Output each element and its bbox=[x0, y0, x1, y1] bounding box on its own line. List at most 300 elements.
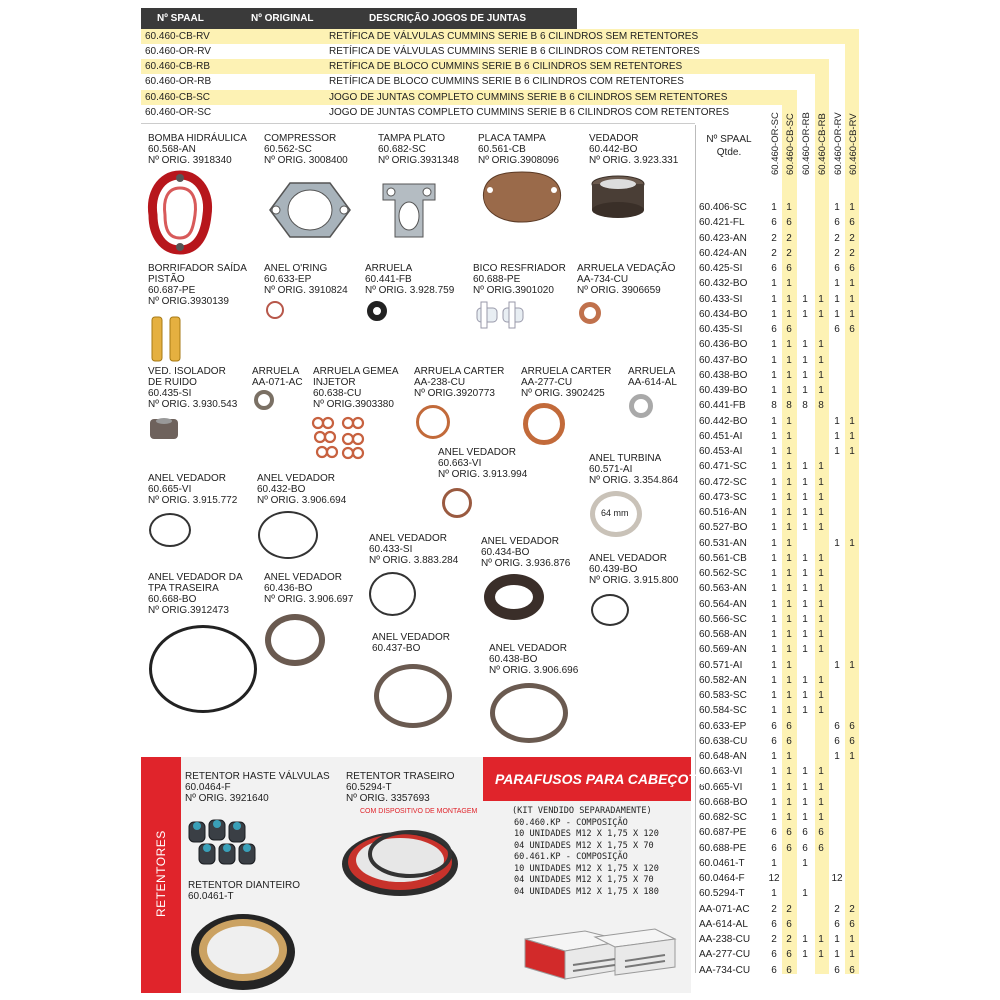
part-name: ARRUELA CARTER bbox=[521, 366, 612, 377]
qty-cell: 1 bbox=[802, 812, 808, 823]
part-code: 60.665-VI bbox=[148, 484, 192, 495]
row-code: 60.584-SC bbox=[699, 705, 747, 717]
part-orig: Nº ORIG. 3.906.697 bbox=[264, 594, 354, 605]
qty-cell: 1 bbox=[802, 354, 808, 366]
qty-cell: 1 bbox=[786, 629, 792, 640]
qty-cell: 1 bbox=[818, 934, 824, 945]
part-name: ARRUELA bbox=[365, 263, 413, 274]
kit-description: JOGO DE JUNTAS COMPLETO CUMMINS SERIE B 6 CILINDROS SEM RETENTORES bbox=[329, 92, 728, 103]
header-original: Nº ORIGINAL bbox=[251, 13, 314, 24]
qty-cell: 2 bbox=[834, 247, 840, 259]
qty-cell: 1 bbox=[802, 934, 808, 945]
part-code: 60.668-BO bbox=[148, 594, 197, 605]
row-code: 60.563-AN bbox=[699, 583, 747, 595]
part-code: 60.432-BO bbox=[257, 484, 306, 495]
qty-cell: 2 bbox=[771, 934, 777, 945]
qty-cell: 6 bbox=[771, 263, 777, 274]
qty-cell: 1 bbox=[802, 781, 808, 793]
qty-cell: 2 bbox=[786, 903, 792, 915]
part-code: 60.633-EP bbox=[264, 274, 312, 285]
qty-cell: 1 bbox=[786, 293, 792, 305]
qty-cell: 1 bbox=[771, 552, 777, 564]
qty-cell: 1 bbox=[771, 659, 777, 671]
qty-cell: 1 bbox=[786, 308, 792, 320]
part-code: 60.568-AN bbox=[148, 144, 196, 155]
part-anel663 bbox=[438, 447, 527, 480]
parafusos-title: PARAFUSOS PARA CABEÇOTE bbox=[483, 757, 691, 801]
qty-cell: 1 bbox=[771, 278, 777, 290]
column-header-label: 60.460-CB-RB bbox=[817, 113, 828, 175]
qty-cell: 1 bbox=[802, 705, 808, 717]
qty-cell: 6 bbox=[849, 324, 855, 335]
qty-cell: 1 bbox=[818, 766, 824, 778]
qty-cell: 1 bbox=[786, 369, 792, 381]
part-orig: Nº ORIG. 3008400 bbox=[264, 155, 348, 166]
part-code: 60.638-CU bbox=[313, 388, 362, 399]
qty-cell: 1 bbox=[802, 461, 808, 473]
qty-cell: 1 bbox=[802, 491, 808, 503]
row-code: 60.434-BO bbox=[699, 308, 748, 320]
kit-description: JOGO DE JUNTAS COMPLETO CUMMINS SERIE B 6 CILINDROS COM RETENTORES bbox=[329, 107, 730, 118]
kit-code: 60.460-OR-RB bbox=[145, 76, 212, 87]
part-isolador bbox=[148, 366, 237, 410]
qty-cell: 1 bbox=[849, 446, 855, 457]
part-code: 60.5294-T bbox=[346, 782, 392, 793]
row-code: 60.473-SC bbox=[699, 491, 747, 503]
retentor-traseiro-image bbox=[335, 824, 465, 904]
part-name: ANEL O'RING bbox=[264, 263, 328, 274]
part-placa bbox=[478, 133, 559, 166]
qty-cell: 1 bbox=[834, 293, 840, 305]
part-oring bbox=[264, 263, 348, 296]
qty-cell: 1 bbox=[802, 674, 808, 686]
part-name: ARRUELA bbox=[628, 366, 676, 377]
part-name: ANEL VEDADOR DA bbox=[148, 572, 243, 583]
qty-cell: 6 bbox=[849, 263, 855, 274]
qty-cell: 6 bbox=[818, 842, 824, 854]
table-divider bbox=[695, 125, 696, 973]
part-code: 60.0464-F bbox=[185, 782, 231, 793]
qty-cell: 1 bbox=[786, 583, 792, 595]
qty-cell: 1 bbox=[802, 583, 808, 595]
part-code: 60.438-BO bbox=[489, 654, 538, 665]
qty-cell: 2 bbox=[786, 934, 792, 945]
qty-cell: 1 bbox=[802, 293, 808, 305]
row-code: 60.569-AN bbox=[699, 644, 747, 656]
qty-cell: 1 bbox=[786, 659, 792, 671]
qty-cell: 1 bbox=[818, 812, 824, 823]
qty-cell: 1 bbox=[818, 461, 824, 473]
qty-cell: 1 bbox=[818, 949, 824, 961]
anel438-image bbox=[490, 683, 568, 743]
qty-cell: 2 bbox=[771, 232, 777, 244]
qty-cell: 1 bbox=[771, 507, 777, 518]
kit-row bbox=[141, 59, 701, 74]
parafusos-line: 04 UNIDADES M12 X 1,75 X 180 bbox=[514, 886, 659, 897]
part-name: ARRUELA CARTER bbox=[414, 366, 505, 377]
part-code: 60.687-PE bbox=[148, 285, 196, 296]
parafusos-text bbox=[514, 806, 659, 898]
part-name: BOMBA HIDRÁULICA bbox=[148, 133, 247, 144]
qty-cell: 1 bbox=[786, 552, 792, 564]
part-orig: Nº ORIG. 3.928.759 bbox=[365, 285, 455, 296]
kit-code: 60.460-CB-RB bbox=[145, 61, 211, 72]
qty-cell: 6 bbox=[834, 964, 840, 976]
part-name: ANEL VEDADOR bbox=[481, 536, 559, 547]
part-arruela441 bbox=[365, 263, 454, 296]
kit-row bbox=[141, 105, 730, 120]
arruela614-image bbox=[629, 394, 653, 418]
qty-cell: 1 bbox=[786, 339, 792, 351]
part-orig: Nº ORIG. 3.883.284 bbox=[369, 555, 459, 566]
anel436-image bbox=[265, 614, 325, 666]
part-anel439 bbox=[589, 553, 678, 586]
qty-cell: 1 bbox=[786, 781, 792, 793]
part-orig: Nº ORIG. 3.930.543 bbox=[148, 399, 238, 410]
row-code: 60.665-VI bbox=[699, 781, 743, 793]
part-orig: Nº ORIG. 3906659 bbox=[577, 285, 661, 296]
qty-cell: 1 bbox=[802, 369, 808, 381]
part-name: ANEL VEDADOR bbox=[257, 473, 335, 484]
part-name: ARRUELA bbox=[252, 366, 300, 377]
qty-cell: 1 bbox=[818, 354, 824, 366]
part-anel432 bbox=[257, 473, 346, 506]
qty-cell: 1 bbox=[771, 796, 777, 808]
qty-cell: 1 bbox=[802, 308, 808, 320]
part-turbina bbox=[589, 453, 678, 486]
qty-cell: 1 bbox=[849, 430, 855, 442]
qty-cell: 1 bbox=[771, 583, 777, 595]
part-carter277 bbox=[521, 366, 611, 399]
qty-cell: 1 bbox=[834, 278, 840, 290]
qty-cell: 6 bbox=[849, 918, 855, 930]
kit-code: 60.460-CB-SC bbox=[145, 92, 211, 103]
qty-cell: 1 bbox=[771, 293, 777, 305]
part-retentor-traseiro bbox=[346, 771, 477, 817]
qty-cell: 1 bbox=[849, 659, 855, 671]
qty-cell: 1 bbox=[834, 659, 840, 671]
column-header-label: 60.460-CB-SC bbox=[785, 113, 796, 175]
kit-row bbox=[141, 74, 701, 89]
row-code: 60.566-SC bbox=[699, 613, 747, 625]
qty-cell: 1 bbox=[802, 949, 808, 961]
qty-cell: 6 bbox=[786, 217, 792, 229]
column-header bbox=[799, 105, 813, 177]
parafusos-line: 04 UNIDADES M12 X 1,75 X 70 bbox=[514, 840, 654, 851]
qty-cell: 2 bbox=[849, 232, 855, 244]
row-code: 60.442-BO bbox=[699, 415, 748, 427]
qty-cell: 1 bbox=[786, 751, 792, 762]
part-code: 60.436-BO bbox=[264, 583, 313, 594]
part-code: AA-238-CU bbox=[414, 377, 466, 388]
qty-cell: 1 bbox=[802, 629, 808, 640]
qty-cell: 6 bbox=[786, 842, 792, 854]
qty-cell: 1 bbox=[818, 598, 824, 610]
part-name: ARRUELA GEMEA bbox=[313, 366, 399, 377]
part-name: COMPRESSOR bbox=[264, 133, 337, 144]
side-label-spaal: Nº SPAAL bbox=[706, 134, 752, 145]
qty-cell: 1 bbox=[786, 446, 792, 457]
part-anel668 bbox=[148, 572, 243, 616]
row-code: 60.516-AN bbox=[699, 507, 747, 518]
row-code: AA-734-CU bbox=[699, 964, 751, 976]
qty-cell: 1 bbox=[849, 202, 855, 213]
row-code: 60.688-PE bbox=[699, 842, 747, 854]
qty-cell: 6 bbox=[771, 964, 777, 976]
part-orig: Nº ORIG.3920773 bbox=[414, 388, 495, 399]
qty-cell: 1 bbox=[771, 690, 777, 701]
borrifador-image bbox=[148, 313, 188, 363]
part-orig: Nº ORIG. 3.923.331 bbox=[589, 155, 679, 166]
part-orig: Nº ORIG. 3918340 bbox=[148, 155, 232, 166]
qty-cell: 6 bbox=[834, 720, 840, 732]
qty-cell: 1 bbox=[786, 812, 792, 823]
row-code: 60.638-CU bbox=[699, 735, 748, 747]
qty-cell: 1 bbox=[818, 308, 824, 320]
part-name: ANEL VEDADOR bbox=[372, 632, 450, 643]
part-anel434 bbox=[481, 536, 570, 569]
compressor-gasket-image bbox=[262, 175, 357, 245]
part-retentor-dianteiro bbox=[188, 880, 300, 902]
qty-cell: 1 bbox=[786, 690, 792, 701]
kit-code: 60.460-OR-SC bbox=[145, 107, 212, 118]
column-header-label: 60.460-OR-RB bbox=[801, 112, 812, 175]
qty-cell: 1 bbox=[849, 537, 855, 549]
qty-cell: 1 bbox=[771, 446, 777, 457]
row-code: 60.424-AN bbox=[699, 247, 747, 259]
row-code: 60.687-PE bbox=[699, 827, 747, 839]
qty-cell: 1 bbox=[771, 613, 777, 625]
qty-cell: 6 bbox=[771, 827, 777, 839]
part-name: ANEL VEDADOR bbox=[148, 473, 226, 484]
qty-cell: 2 bbox=[771, 247, 777, 259]
row-code: 60.583-SC bbox=[699, 690, 747, 701]
qty-cell: 2 bbox=[786, 232, 792, 244]
qty-cell: 1 bbox=[818, 583, 824, 595]
row-code: 60.421-FL bbox=[699, 217, 745, 229]
part-orig: Nº ORIG.3912473 bbox=[148, 605, 229, 616]
qty-cell: 1 bbox=[802, 613, 808, 625]
part-name: ANEL VEDADOR bbox=[489, 643, 567, 654]
qty-cell: 6 bbox=[771, 217, 777, 229]
part-orig: Nº ORIG.3931348 bbox=[378, 155, 459, 166]
qty-cell: 1 bbox=[849, 934, 855, 945]
row-code: 60.564-AN bbox=[699, 598, 747, 610]
qty-cell: 6 bbox=[771, 720, 777, 732]
qty-cell: 1 bbox=[802, 888, 808, 900]
part-code: 60.571-AI bbox=[589, 464, 633, 475]
qty-cell: 1 bbox=[818, 522, 824, 534]
qty-cell: 1 bbox=[849, 415, 855, 427]
part-tampa bbox=[378, 133, 459, 166]
qty-cell: 1 bbox=[818, 385, 824, 396]
qty-cell: 1 bbox=[771, 369, 777, 381]
part-retentor-haste bbox=[185, 771, 330, 804]
header-spaal: Nº SPAAL bbox=[157, 13, 204, 24]
qty-cell: 1 bbox=[818, 339, 824, 351]
qty-cell: 1 bbox=[849, 293, 855, 305]
qty-cell: 1 bbox=[771, 766, 777, 778]
column-header-label: 60.460-OR-SC bbox=[770, 112, 781, 175]
row-code: 60.633-EP bbox=[699, 720, 747, 732]
qty-cell: 1 bbox=[802, 552, 808, 564]
gemea-image bbox=[308, 415, 370, 460]
part-orig: Nº ORIG.3930139 bbox=[148, 296, 229, 307]
row-code: 60.531-AN bbox=[699, 537, 747, 549]
qty-cell: 6 bbox=[834, 263, 840, 274]
row-code: 60.561-CB bbox=[699, 552, 747, 564]
qty-cell: 1 bbox=[771, 888, 777, 900]
qty-cell: 1 bbox=[818, 369, 824, 381]
qty-cell: 1 bbox=[802, 476, 808, 488]
qty-cell: 1 bbox=[849, 751, 855, 762]
anel439-image bbox=[591, 594, 629, 626]
qty-cell: 8 bbox=[786, 400, 792, 412]
part-name: RETENTOR HASTE VÁLVULAS bbox=[185, 771, 330, 782]
qty-cell: 2 bbox=[849, 903, 855, 915]
part-name-2: PISTÃO bbox=[148, 274, 185, 285]
row-code: 60.451-AI bbox=[699, 430, 743, 442]
qty-cell: 1 bbox=[786, 613, 792, 625]
part-orig: Nº ORIG. 3.915.800 bbox=[589, 575, 679, 586]
row-code: AA-071-AC bbox=[699, 903, 750, 915]
qty-cell: 6 bbox=[802, 842, 808, 854]
kit-description: RETÍFICA DE VÁLVULAS CUMMINS SERIE B 6 CILINDROS SEM RETENTORES bbox=[329, 31, 699, 42]
qty-cell: 1 bbox=[786, 598, 792, 610]
row-code: 60.527-BO bbox=[699, 522, 748, 534]
qty-cell: 1 bbox=[834, 949, 840, 961]
part-code: AA-277-CU bbox=[521, 377, 573, 388]
qty-cell: 1 bbox=[818, 507, 824, 518]
part-orig: Nº ORIG. 3921640 bbox=[185, 793, 269, 804]
qty-cell: 1 bbox=[802, 766, 808, 778]
part-anel438 bbox=[489, 643, 578, 676]
part-orig: Nº ORIG. 3910824 bbox=[264, 285, 348, 296]
part-code: 60.0461-T bbox=[188, 891, 234, 902]
qty-cell: 1 bbox=[786, 385, 792, 396]
part-name: ANEL VEDADOR bbox=[438, 447, 516, 458]
part-name: RETENTOR TRASEIRO bbox=[346, 771, 455, 782]
row-code: 60.406-SC bbox=[699, 202, 747, 213]
arruela071-image bbox=[254, 390, 274, 410]
row-code: 60.437-BO bbox=[699, 354, 748, 366]
part-code: 60.439-BO bbox=[589, 564, 638, 575]
carter277-image bbox=[523, 403, 565, 445]
qty-cell: 6 bbox=[771, 735, 777, 747]
qty-cell: 1 bbox=[849, 278, 855, 290]
qty-cell: 1 bbox=[802, 644, 808, 656]
qty-cell: 1 bbox=[786, 537, 792, 549]
qty-cell: 8 bbox=[818, 400, 824, 412]
qty-cell: 1 bbox=[818, 629, 824, 640]
qty-cell: 1 bbox=[786, 522, 792, 534]
qty-cell: 1 bbox=[771, 415, 777, 427]
part-name: ANEL VEDADOR bbox=[264, 572, 342, 583]
qty-cell: 6 bbox=[786, 964, 792, 976]
anel437-image bbox=[374, 664, 452, 728]
qty-cell: 1 bbox=[771, 430, 777, 442]
retentor-haste-image bbox=[185, 818, 267, 874]
part-orig: Nº ORIG. 3.906.696 bbox=[489, 665, 579, 676]
qty-cell: 1 bbox=[771, 812, 777, 823]
row-code: 60.682-SC bbox=[699, 812, 747, 823]
qty-cell: 1 bbox=[771, 674, 777, 686]
part-orig: Nº ORIG. 3.354.864 bbox=[589, 475, 679, 486]
row-code: 60.5294-T bbox=[699, 888, 745, 900]
qty-cell: 1 bbox=[818, 644, 824, 656]
part-name: ANEL TURBINA bbox=[589, 453, 662, 464]
qty-cell: 1 bbox=[786, 476, 792, 488]
part-orig: Nº ORIG. 3357693 bbox=[346, 793, 430, 804]
part-orig: Nº ORIG. 3.936.876 bbox=[481, 558, 571, 569]
part-orig: Nº ORIG.3903380 bbox=[313, 399, 394, 410]
arruelaved-image bbox=[579, 302, 601, 324]
part-name: ARRUELA VEDAÇÃO bbox=[577, 263, 676, 274]
qty-cell: 1 bbox=[802, 796, 808, 808]
qty-cell: 12 bbox=[768, 873, 780, 884]
row-code: 60.648-AN bbox=[699, 751, 747, 762]
qty-cell: 1 bbox=[834, 202, 840, 213]
part-code: 60.442-BO bbox=[589, 144, 638, 155]
anel432-image bbox=[258, 511, 318, 559]
row-code: 60.571-AI bbox=[699, 659, 743, 671]
anel433-image bbox=[369, 572, 416, 616]
qty-cell: 1 bbox=[771, 568, 777, 579]
qty-cell: 6 bbox=[834, 918, 840, 930]
row-code: 60.436-BO bbox=[699, 339, 748, 351]
qty-cell: 1 bbox=[771, 385, 777, 396]
qty-cell: 1 bbox=[818, 552, 824, 564]
qty-cell: 6 bbox=[802, 827, 808, 839]
retentores-band bbox=[141, 757, 181, 993]
qty-cell: 1 bbox=[771, 857, 777, 869]
part-orig: Nº ORIG. 3902425 bbox=[521, 388, 605, 399]
arruela441-image bbox=[367, 301, 387, 321]
kit-row bbox=[141, 90, 728, 105]
qty-cell: 6 bbox=[771, 949, 777, 961]
part-arruela071 bbox=[252, 366, 303, 388]
qty-cell: 1 bbox=[834, 415, 840, 427]
part-code: AA-071-AC bbox=[252, 377, 303, 388]
placa-gasket-image bbox=[478, 168, 566, 226]
anel663-image bbox=[442, 488, 472, 518]
column-header bbox=[783, 105, 797, 177]
qty-cell: 1 bbox=[786, 644, 792, 656]
qty-cell: 1 bbox=[818, 568, 824, 579]
qty-cell: 1 bbox=[771, 751, 777, 762]
row-code: 60.423-AN bbox=[699, 232, 747, 244]
tampa-gasket-image bbox=[378, 172, 440, 244]
qty-cell: 6 bbox=[786, 918, 792, 930]
qty-cell: 6 bbox=[786, 263, 792, 274]
qty-cell: 1 bbox=[802, 339, 808, 351]
qty-cell: 6 bbox=[771, 842, 777, 854]
part-name-2: INJETOR bbox=[313, 377, 356, 388]
kit-row bbox=[141, 29, 701, 44]
part-name: RETENTOR DIANTEIRO bbox=[188, 880, 301, 891]
qty-cell: 1 bbox=[849, 949, 855, 961]
qty-cell: 1 bbox=[802, 507, 808, 518]
qty-cell: 1 bbox=[771, 461, 777, 473]
bico-image bbox=[473, 298, 533, 334]
part-name: BORRIFADOR SAÍDA bbox=[148, 263, 247, 274]
qty-cell: 1 bbox=[786, 796, 792, 808]
qty-cell: 1 bbox=[834, 934, 840, 945]
part-name: VED. ISOLADOR bbox=[148, 366, 226, 377]
qty-cell: 1 bbox=[786, 568, 792, 579]
qty-cell: 1 bbox=[771, 522, 777, 534]
qty-cell: 6 bbox=[786, 735, 792, 747]
